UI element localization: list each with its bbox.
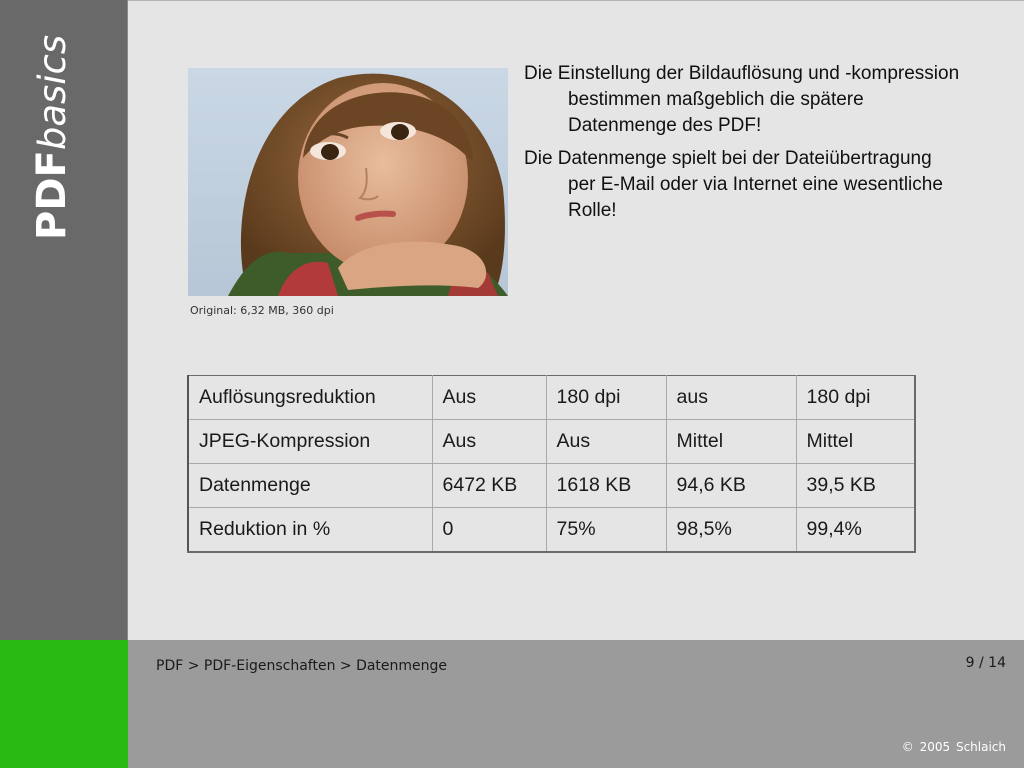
table-row: [188, 464, 915, 508]
compression-table: [187, 375, 916, 553]
table-cell: Mittel: [796, 420, 915, 464]
girl-portrait-image: [188, 68, 508, 296]
table-cell: 99,4%: [796, 508, 915, 552]
photo-caption: Original: 6,32 MB, 360 dpi: [190, 304, 334, 317]
table-row: [188, 420, 915, 464]
table-cell: 0: [432, 508, 546, 552]
table-cell: 1618 KB: [546, 464, 666, 508]
girl-portrait-photo: [188, 68, 508, 296]
paragraph-resolution: Die Einstellung der Bildauflösung und -kompression bestimmen maßgeblich die spätere Datenmenge des PDF!: [524, 63, 960, 136]
logo-pdf-text: PDF: [29, 150, 75, 240]
sidebar: [0, 0, 128, 640]
paragraph-transfer: Die Datenmenge spielt bei der Dateiübertragung per E-Mail oder via Internet eine wesentliche Rolle!: [524, 148, 943, 221]
table-cell: Auflösungsreduktion: [188, 376, 432, 420]
breadcrumb: PDF > PDF-Eigenschaften > Datenmenge: [156, 658, 448, 674]
table-row: [188, 376, 915, 420]
table-cell: 94,6 KB: [666, 464, 796, 508]
table-cell: Datenmenge: [188, 464, 432, 508]
table-cell: Reduktion in %: [188, 508, 432, 552]
page-number: 9 / 14: [965, 655, 1006, 671]
table-cell: 6472 KB: [432, 464, 546, 508]
table-cell: Aus: [432, 420, 546, 464]
table-row: [188, 508, 915, 552]
table-cell: 180 dpi: [546, 376, 666, 420]
copyright-text: © 2005 Schlaich: [901, 740, 1006, 754]
table-cell: Mittel: [666, 420, 796, 464]
top-divider: [128, 0, 1024, 1]
table-cell: 75%: [546, 508, 666, 552]
table-cell: 98,5%: [666, 508, 796, 552]
table-cell: 39,5 KB: [796, 464, 915, 508]
pdf-basics-logo: [29, 34, 75, 240]
table-cell: aus: [666, 376, 796, 420]
body-text: [524, 61, 964, 231]
table-cell: JPEG-Kompression: [188, 420, 432, 464]
green-accent-block: [0, 640, 128, 768]
table-cell: Aus: [546, 420, 666, 464]
table-cell: 180 dpi: [796, 376, 915, 420]
logo-basics-text: basics: [31, 34, 74, 151]
table-cell: Aus: [432, 376, 546, 420]
footer-bar: [128, 640, 1024, 768]
